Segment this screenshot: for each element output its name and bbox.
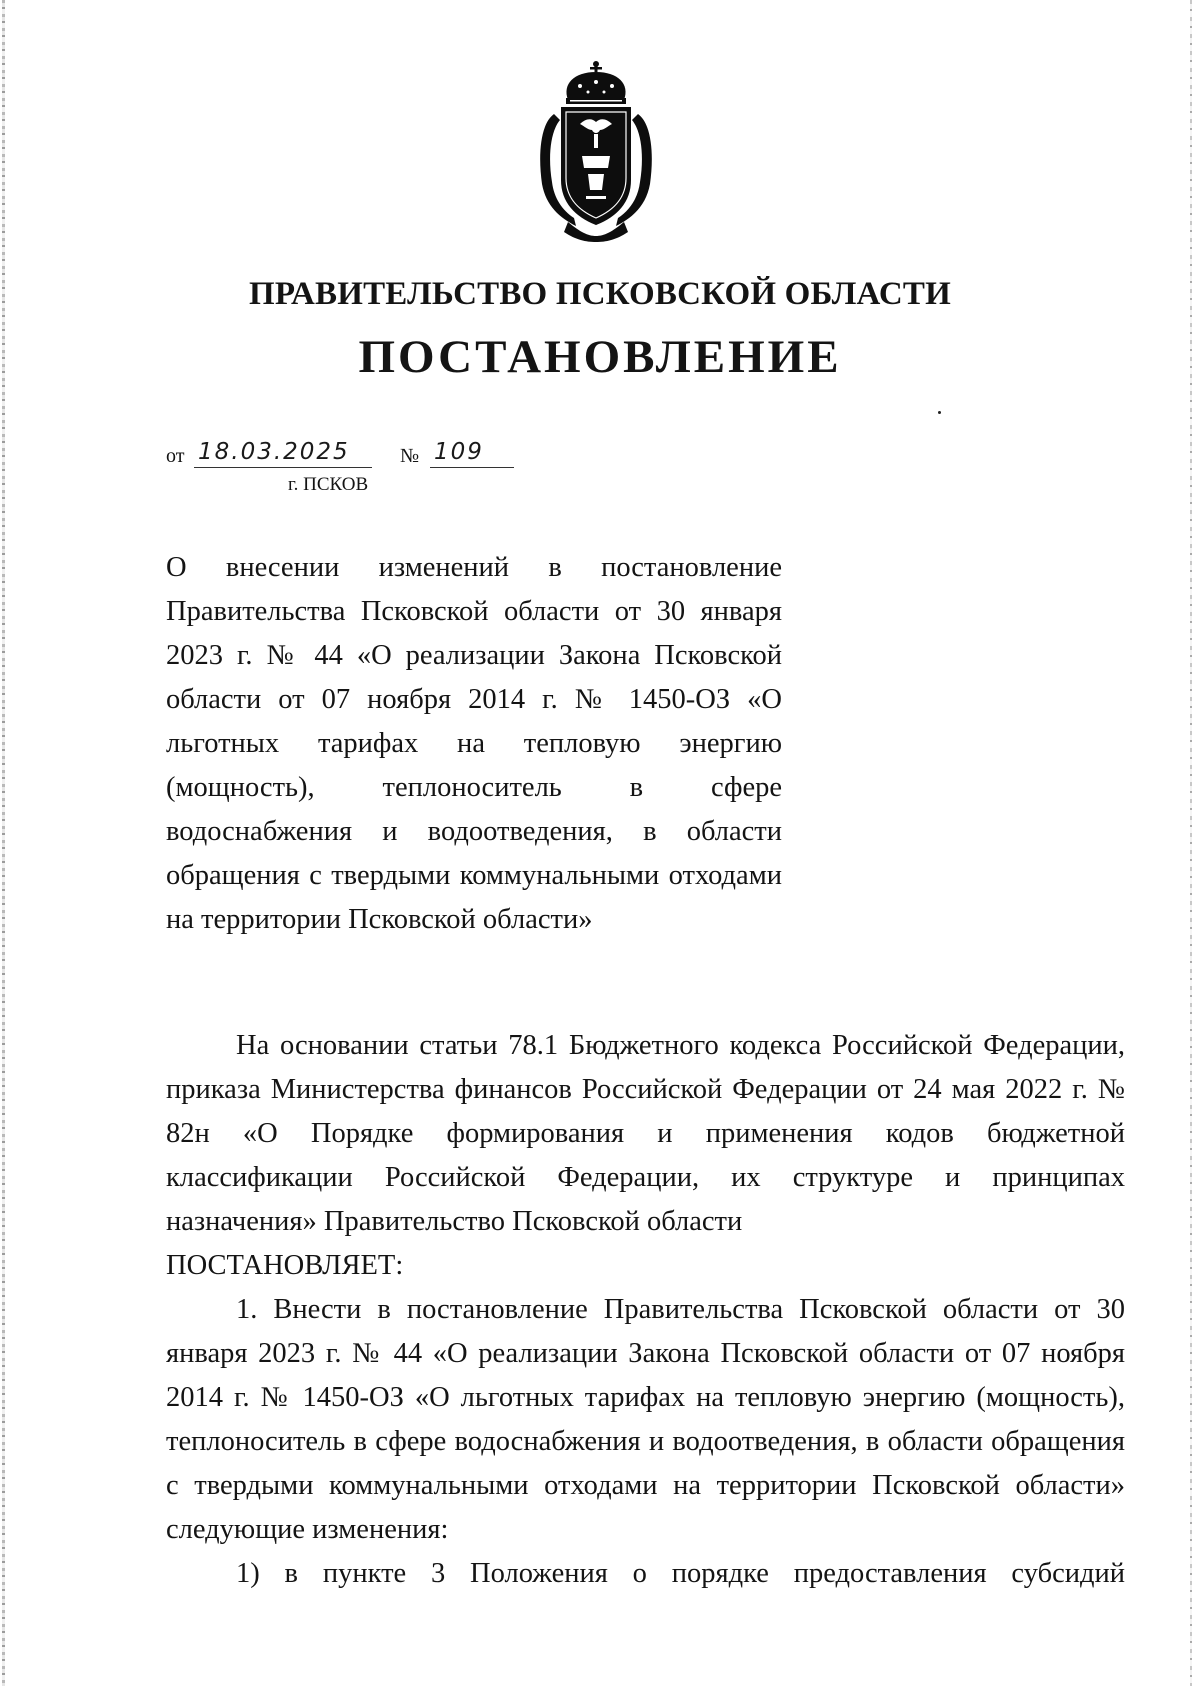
document-subject: О внесении изменений в постановление Правительства Псковской области от 30 января 2023 г. № 44 «О реализации Закона Псковской области от 07 ноября 2014 г. № 1450-ОЗ «О льготных тарифах на тепловую энергию (мощность), теплоноситель в сфере водоснабжения и водоотведения, в области обращения с твердыми коммунальными отходами на территории Псковской области» <box>166 552 782 935</box>
document-number: 109 <box>430 437 514 468</box>
city-label: г. ПСКОВ <box>288 474 369 495</box>
preamble-paragraph: На основании статьи 78.1 Бюджетного кодекса Российской Федерации, приказа Министерства финансов Российской Федерации от 24 мая 2022 г. № 82н «О Порядке формирования и применения кодов бюджетной классификации Российской Федерации, их структуре и принципах назначения» Правительство Псковской области <box>166 1030 1125 1237</box>
coat-of-arms-icon <box>528 60 664 242</box>
government-name: ПРАВИТЕЛЬСТВО ПСКОВСКОЙ ОБЛАСТИ <box>248 276 952 312</box>
document-type-title: ПОСТАНОВЛЕНИЕ <box>358 331 842 383</box>
subitem-1-paragraph: 1) в пункте 3 Положения о порядке предоставления субсидий <box>236 1558 1125 1589</box>
date-prefix-label: от <box>166 445 185 467</box>
scan-speck <box>938 411 941 414</box>
item-1-paragraph: 1. Внести в постановление Правительства Псковской области от 30 января 2023 г. № 44 «О реализации Закона Псковской области от 07 ноября 2014 г. № 1450-ОЗ «О льготных тарифах на тепловую энергию (мощность), теплоноситель в сфере водоснабжения и водоотведения, в области обращения с твердыми коммунальными отходами на территории Псковской области» следующие изменения: <box>166 1294 1125 1545</box>
date-number-line <box>166 441 566 471</box>
scan-edge-right <box>1190 0 1192 1686</box>
scan-edge-left <box>2 0 5 1686</box>
decree-word: ПОСТАНОВЛЯЕТ: <box>166 1250 404 1281</box>
document-body <box>166 1024 1125 1596</box>
number-prefix-label: № <box>400 445 420 467</box>
document-date: 18.03.2025 <box>194 437 372 468</box>
